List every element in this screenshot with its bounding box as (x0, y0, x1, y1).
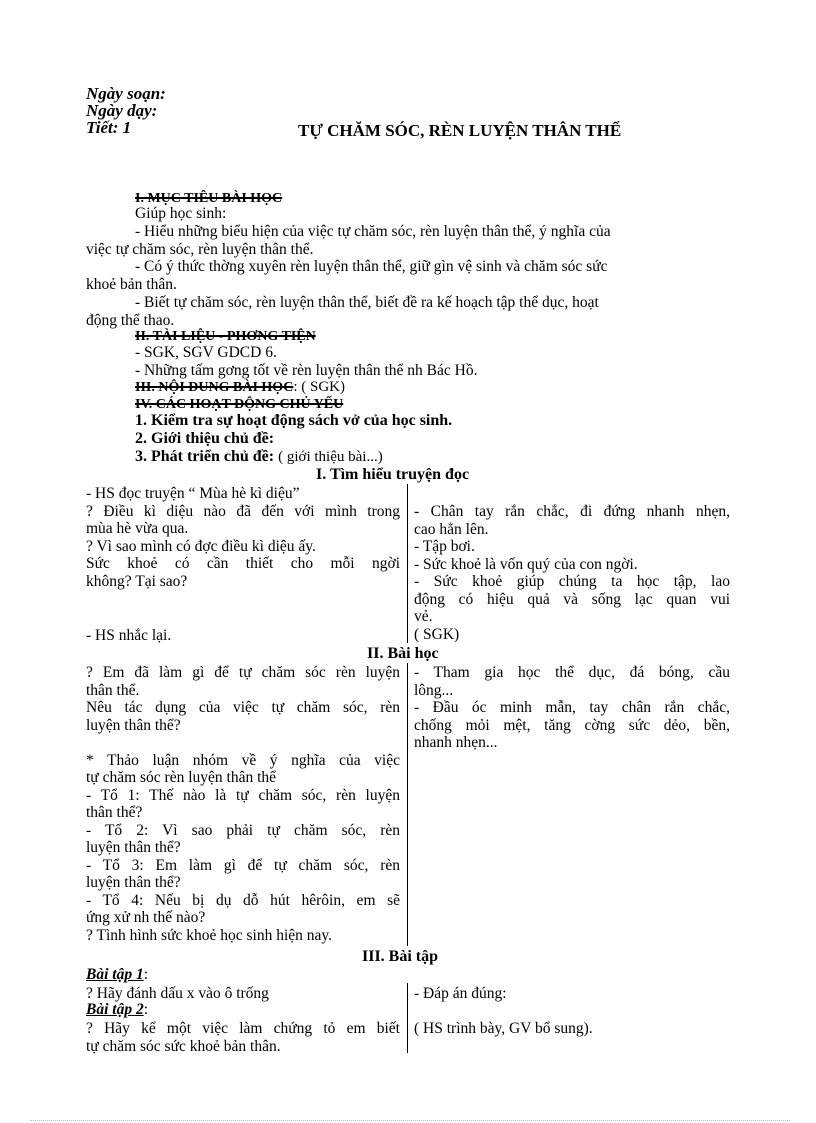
part2-left-line: luyện thân thể? (86, 716, 181, 734)
section4-s1: 1. Kiểm tra sự hoạt động sách vở của học sinh. (135, 412, 453, 429)
section4-s3-rest: ( giới thiệu bài...) (278, 449, 383, 465)
part1-right-line: - Chân tay rắn chắc, đi đứng nhanh nhẹn, (414, 503, 730, 520)
part3-heading: III. Bài tập (362, 948, 439, 965)
bt1-answer: - Đáp án đúng: (414, 985, 507, 1002)
part1-left-line: mùa hè vừa qua. (86, 520, 189, 537)
part2-right-line: chống mỏi mệt, tăng cờng sức dẻo, bền, (414, 716, 730, 734)
part2-left-line: Nêu tác dụng của việc tự chăm sóc, rèn (86, 699, 400, 716)
section2-l1: - SGK, SGV GDCD 6. (135, 344, 277, 361)
part1-left-line: Sức khoẻ có cần thiết cho mỗi ngời (86, 555, 400, 572)
bt2-question-1: ? Hãy kể một việc làm chứng tỏ em biết (86, 1020, 400, 1037)
part2-left-line: - Tổ 1: Thế nào là tự chăm sóc, rèn luyện (86, 786, 400, 804)
section1-p1a: - Hiểu những biểu hiện của việc tự chăm sóc, rèn luyện thân thể, ý nghĩa của (135, 223, 611, 240)
bt1-colon: : (143, 966, 149, 983)
section4-s3-bold: 3. Phát triển chủ đề: (135, 448, 279, 465)
bt1-label-line (86, 966, 148, 984)
part2-left-line: - Tổ 3: Em làm gì để tự chăm sóc, rèn (86, 856, 400, 874)
part2-left-line: ? Tình hình sức khoẻ học sinh hiện nay. (86, 926, 333, 944)
part1-right-line: - Sức khoẻ giúp chúng ta học tập, lao (414, 573, 730, 590)
section3-heading: III. NỘI DUNG BÀI HỌC (135, 380, 294, 395)
bt2-question-2: tự chăm sóc sức khoẻ bản thân. (86, 1038, 281, 1055)
section1-p3b: động thể thao. (86, 312, 175, 329)
tiet: Tiết: 1 (86, 118, 132, 137)
section4-s2: 2. Giới thiệu chủ đề: (135, 430, 275, 447)
bt2-label: Bài tập 2 (86, 1001, 144, 1018)
part2-left-line: ? Em đã làm gì để tự chăm sóc rèn luyện (86, 664, 400, 681)
part1-left-line: ? Vì sao mình có đợc điều kì diệu ấy. (86, 537, 316, 555)
part1-left (86, 485, 400, 590)
part2-left-line: thân thể? (86, 804, 143, 821)
part2-left-line: luyện thân thể? (86, 874, 181, 891)
section4-heading: IV. CÁC HOẠT ĐỘNG CHỦ YẾU (135, 397, 344, 412)
part2-heading: II. Bài học (367, 645, 439, 662)
part1-right-line: - Tập bơi. (414, 538, 475, 555)
part1-left-line: - HS đọc truyện “ Mùa hè kì diệu” (86, 485, 300, 502)
section1-p1b: việc tự chăm sóc, rèn luyện thân thể. (86, 241, 314, 258)
part1-right-line: - Sức khoẻ là vốn quý của con ngời. (414, 555, 638, 573)
column-divider-2 (407, 663, 408, 946)
page-title: TỰ CHĂM SÓC, RÈN LUYỆN THÂN THỂ (298, 121, 622, 140)
column-divider-1 (407, 484, 408, 643)
part2-left-line: tự chăm sóc rèn luyện thân thể (86, 769, 277, 786)
part1-left-line: không? Tại sao? (86, 572, 188, 590)
part2-left-line: luyện thân thể? (86, 839, 181, 856)
section1-p2a: - Có ý thức thờng xuyên rèn luyện thân thể, giữ gìn vệ sinh và chăm sóc sức (135, 258, 608, 275)
part2-right-line: - Tham gia học thể dục, đá bóng, cầu (414, 664, 730, 681)
section1-p3a: - Biết tự chăm sóc, rèn luyện thân thể, biết đề ra kế hoạch tập thể dục, hoạt (135, 294, 599, 311)
section3-suffix: : ( SGK) (293, 379, 345, 395)
part2-left-line: - Tổ 4: Nếu bị dụ dỗ hút hêrôin, em sẽ (86, 891, 400, 909)
part2-left-line: - Tổ 2: Vì sao phải tự chăm sóc, rèn (86, 821, 400, 839)
part2-left-line: thân thể. (86, 681, 140, 699)
part2-right (414, 664, 730, 752)
part2-left-spacer (86, 734, 400, 752)
part1-right (414, 503, 730, 643)
bt1-question: ? Hãy đánh dấu x vào ô trống (86, 985, 269, 1002)
bt2-answer: ( HS trình bày, GV bổ sung). (414, 1020, 593, 1037)
part1-heading: I. Tìm hiểu truyện đọc (316, 466, 470, 483)
part2-left-line: * Thảo luận nhóm về ý nghĩa của việc (86, 751, 400, 769)
part1-left-line: ? Điều kì diệu nào đã đến với mình trong (86, 502, 400, 520)
section4-s3 (135, 448, 383, 466)
section1-intro: Giúp học sinh: (135, 205, 227, 222)
part2-right-line: lông... (414, 681, 454, 699)
section1-p2b: khoẻ bản thân. (86, 276, 177, 293)
section2-heading: II. TÀI LIỆU - PHƠNG TIỆN (135, 329, 316, 344)
section2-l2: - Những tấm gơng tốt về rèn luyện thân thể nh Bác Hồ. (135, 362, 478, 379)
section1-heading: I. MỤC TIÊU BÀI HỌC (135, 191, 283, 206)
bt2-label-line (86, 1001, 148, 1019)
part2-left-line: ứng xử nh thế nào? (86, 909, 206, 926)
page-bottom-border (30, 1120, 790, 1121)
part2-left (86, 664, 400, 944)
part1-left-last: - HS nhắc lại. (86, 627, 172, 644)
part1-right-line: vẻ. (414, 608, 433, 625)
bt2-colon: : (143, 1001, 149, 1018)
part1-right-line: cao hẳn lên. (414, 520, 489, 538)
part2-right-line: - Đầu óc minh mẫn, tay chân rắn chắc, (414, 699, 730, 716)
part2-right-line: nhanh nhẹn... (414, 734, 498, 751)
ngay-day: Ngày dạy: (86, 101, 158, 120)
section3-line (135, 379, 345, 396)
part1-right-line: ( SGK) (414, 625, 460, 643)
bt1-label: Bài tập 1 (86, 966, 144, 983)
column-divider-3 (407, 983, 408, 1053)
part1-right-line: động có hiệu quả và sống lạc quan vui (414, 590, 730, 608)
ngay-soan: Ngày soạn: (86, 84, 166, 103)
